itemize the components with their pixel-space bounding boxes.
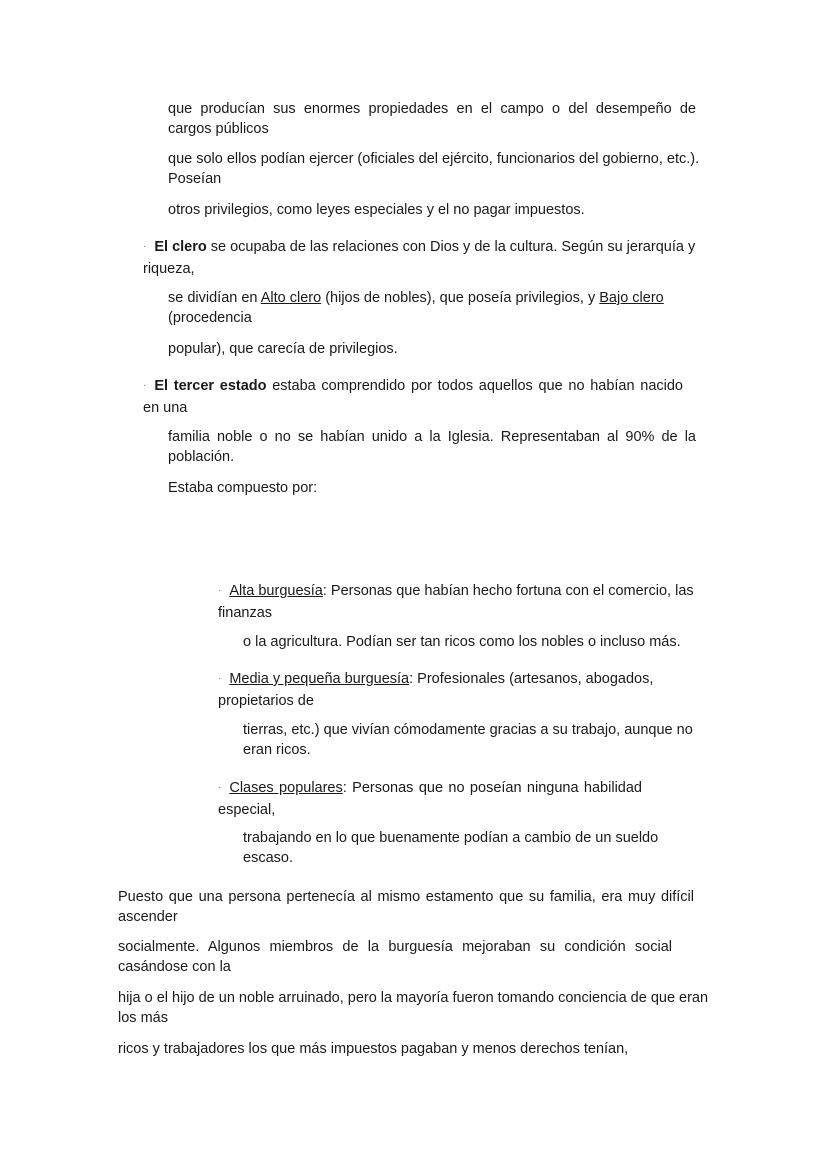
clero-p2-pre: se dividían en bbox=[168, 290, 258, 306]
clero-p2-mid: (hijos de nobles), que poseía privilegios, y bbox=[325, 290, 596, 306]
alta-burguesia-item bbox=[218, 581, 710, 623]
clero-paragraph-3: popular), que carecía de privilegios. bbox=[168, 341, 398, 357]
bullet-icon: · bbox=[143, 241, 147, 252]
media-burguesia-cont: tierras, etc.) que vivían cómodamente gracias a su trabajo, aunque no eran ricos. bbox=[243, 722, 693, 758]
media-burguesia-text: : Profesionales (artesanos, abogados, propietarios de bbox=[218, 671, 654, 709]
nobles-paragraph-2: que solo ellos podían ejercer (oficiales del ejército, funcionarios del gobierno, etc.). Poseían bbox=[168, 151, 700, 187]
closing-paragraph-1: Puesto que una persona pertenecía al mismo estamento que su familia, era muy difícil ascender bbox=[118, 889, 694, 925]
clases-populares-cont: trabajando en lo que buenamente podían a cambio de un sueldo escaso. bbox=[243, 830, 659, 866]
bullet-icon: · bbox=[143, 380, 147, 391]
clero-text: se ocupaba de las relaciones con Dios y de la cultura. Según su jerarquía y riqueza, bbox=[143, 239, 696, 277]
clases-populares-item bbox=[218, 778, 642, 820]
clases-populares-term: Clases populares bbox=[229, 780, 343, 796]
bullet-icon: · bbox=[218, 585, 222, 596]
clero-term: El clero bbox=[154, 239, 207, 255]
alta-burguesia-cont: o la agricultura. Podían ser tan ricos como los nobles o incluso más. bbox=[243, 634, 681, 650]
tercer-estado-item bbox=[143, 376, 683, 418]
alta-burguesia-term: Alta burguesía bbox=[229, 583, 323, 599]
tercer-paragraph-3: Estaba compuesto por: bbox=[168, 480, 318, 496]
media-burguesia-item bbox=[218, 669, 710, 711]
clero-p2-post: (procedencia bbox=[168, 310, 252, 326]
closing-paragraph-4: ricos y trabajadores los que más impuestos pagaban y menos derechos tenían, bbox=[118, 1041, 629, 1057]
tercer-paragraph-2: familia noble o no se habían unido a la Iglesia. Representaban al 90% de la población. bbox=[168, 429, 696, 465]
alta-burguesia-text: : Personas que habían hecho fortuna con el comercio, las finanzas bbox=[218, 583, 694, 621]
nobles-paragraph-1: que producían sus enormes propiedades en el campo o del desempeño de cargos públicos bbox=[168, 101, 696, 137]
bullet-icon: · bbox=[218, 673, 222, 684]
bajo-clero-term: Bajo clero bbox=[599, 290, 664, 306]
tercer-estado-term: El tercer estado bbox=[154, 378, 267, 394]
media-burguesia-term: Media y pequeña burguesía bbox=[229, 671, 410, 687]
tercer-estado-text: estaba comprendido por todos aquellos que no habían nacido en una bbox=[143, 378, 683, 416]
nobles-paragraph-3: otros privilegios, como leyes especiales y el no pagar impuestos. bbox=[168, 202, 585, 218]
alto-clero-term: Alto clero bbox=[260, 290, 322, 306]
clero-item bbox=[143, 237, 713, 279]
closing-paragraph-3: hija o el hijo de un noble arruinado, pero la mayoría fueron tomando conciencia de que eran los más bbox=[118, 990, 709, 1026]
clases-populares-text: : Personas que no poseían ninguna habilidad especial, bbox=[218, 780, 642, 818]
bullet-icon: · bbox=[218, 782, 222, 793]
clero-paragraph-2 bbox=[168, 288, 698, 328]
closing-paragraph-2: socialmente. Algunos miembros de la burguesía mejoraban su condición social casándose con la bbox=[118, 939, 672, 975]
